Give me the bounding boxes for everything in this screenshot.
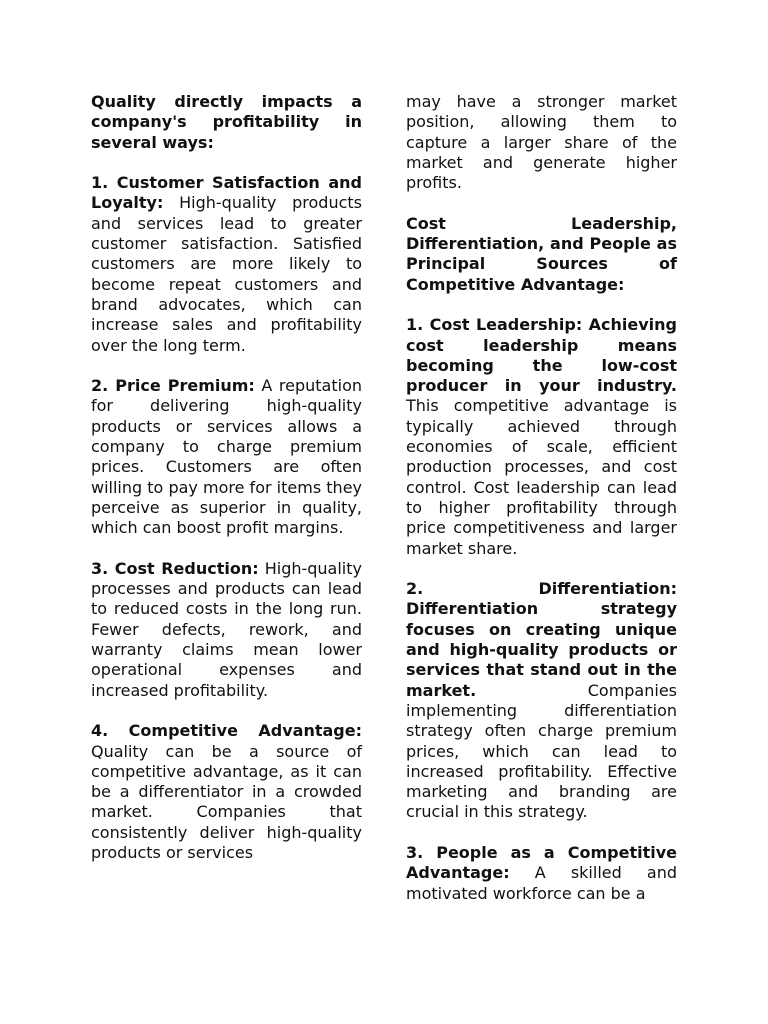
- cost-leadership-text: This competitive advantage is typically achieved through economies of scale, efficient production processes, and cost control. Cost leadership can lead to higher profitability through price competitiveness and larger market share.: [406, 396, 677, 558]
- differentiation-text: Companies implementing differentiation strategy often charge premium prices, which can lead to increased profitability. Effective marketing and branding are crucial in this strategy.: [406, 680, 677, 822]
- continuation-text: may have a stronger market position, allowing them to capture a larger share of the market and generate higher profits.: [406, 92, 677, 193]
- section-heading-paragraph: [406, 214, 677, 295]
- people-advantage-heading: 3. People as a Competitive Advantage:: [406, 842, 677, 883]
- right-column: [406, 92, 677, 924]
- intro-heading: Quality directly impacts a company's profitability in several ways:: [91, 92, 362, 152]
- section-heading: Cost Leadership, Differentiation, and People as Principal Sources of Competitive Advantage:: [406, 213, 677, 294]
- cost-leadership-paragraph: [406, 315, 677, 559]
- people-advantage-text: A skilled and motivated workforce can be a: [406, 863, 677, 903]
- people-advantage-paragraph: [406, 843, 677, 904]
- price-premium-paragraph: [91, 376, 362, 538]
- competitive-advantage-paragraph: [91, 721, 362, 863]
- customer-satisfaction-text: High-quality products and services lead to greater customer satisfaction. Satisfied customers are more likely to become repeat customers and brand advocates, which can increase sales and profitability over the long term.: [91, 193, 362, 355]
- continuation-paragraph: [406, 92, 677, 193]
- customer-satisfaction-heading: 1. Customer Satisfaction and Loyalty:: [91, 173, 362, 213]
- competitive-advantage-text: Quality can be a source of competitive advantage, as it can be a differentiator in a crowded market. Companies that consistently deliver high-quality products or services: [91, 741, 362, 862]
- cost-reduction-text: High-quality processes and products can lead to reduced costs in the long run. Fewer defects, rework, and warranty claims mean lower operational expenses and increased profitability.: [91, 558, 362, 700]
- cost-leadership-heading: 1. Cost Leadership: Achieving cost leadership means becoming the low-cost producer in your industry.: [406, 315, 677, 396]
- competitive-advantage-heading: 4. Competitive Advantage:: [91, 721, 362, 741]
- price-premium-text: A reputation for delivering high-quality products or services allows a company to charge premium prices. Customers are often willing to pay more for items they perceive as superior in quality, which can boost profit margins.: [91, 376, 362, 538]
- differentiation-heading: 2. Differentiation: Differentiation strategy focuses on creating unique and high-quality products or services that stand out in the market.: [406, 579, 677, 700]
- cost-reduction-heading: 3. Cost Reduction:: [91, 558, 259, 578]
- intro-paragraph: [91, 92, 362, 153]
- left-column: [91, 92, 362, 884]
- cost-reduction-paragraph: [91, 559, 362, 701]
- differentiation-paragraph: [406, 579, 677, 823]
- customer-satisfaction-paragraph: [91, 173, 362, 356]
- price-premium-heading: 2. Price Premium:: [91, 376, 255, 396]
